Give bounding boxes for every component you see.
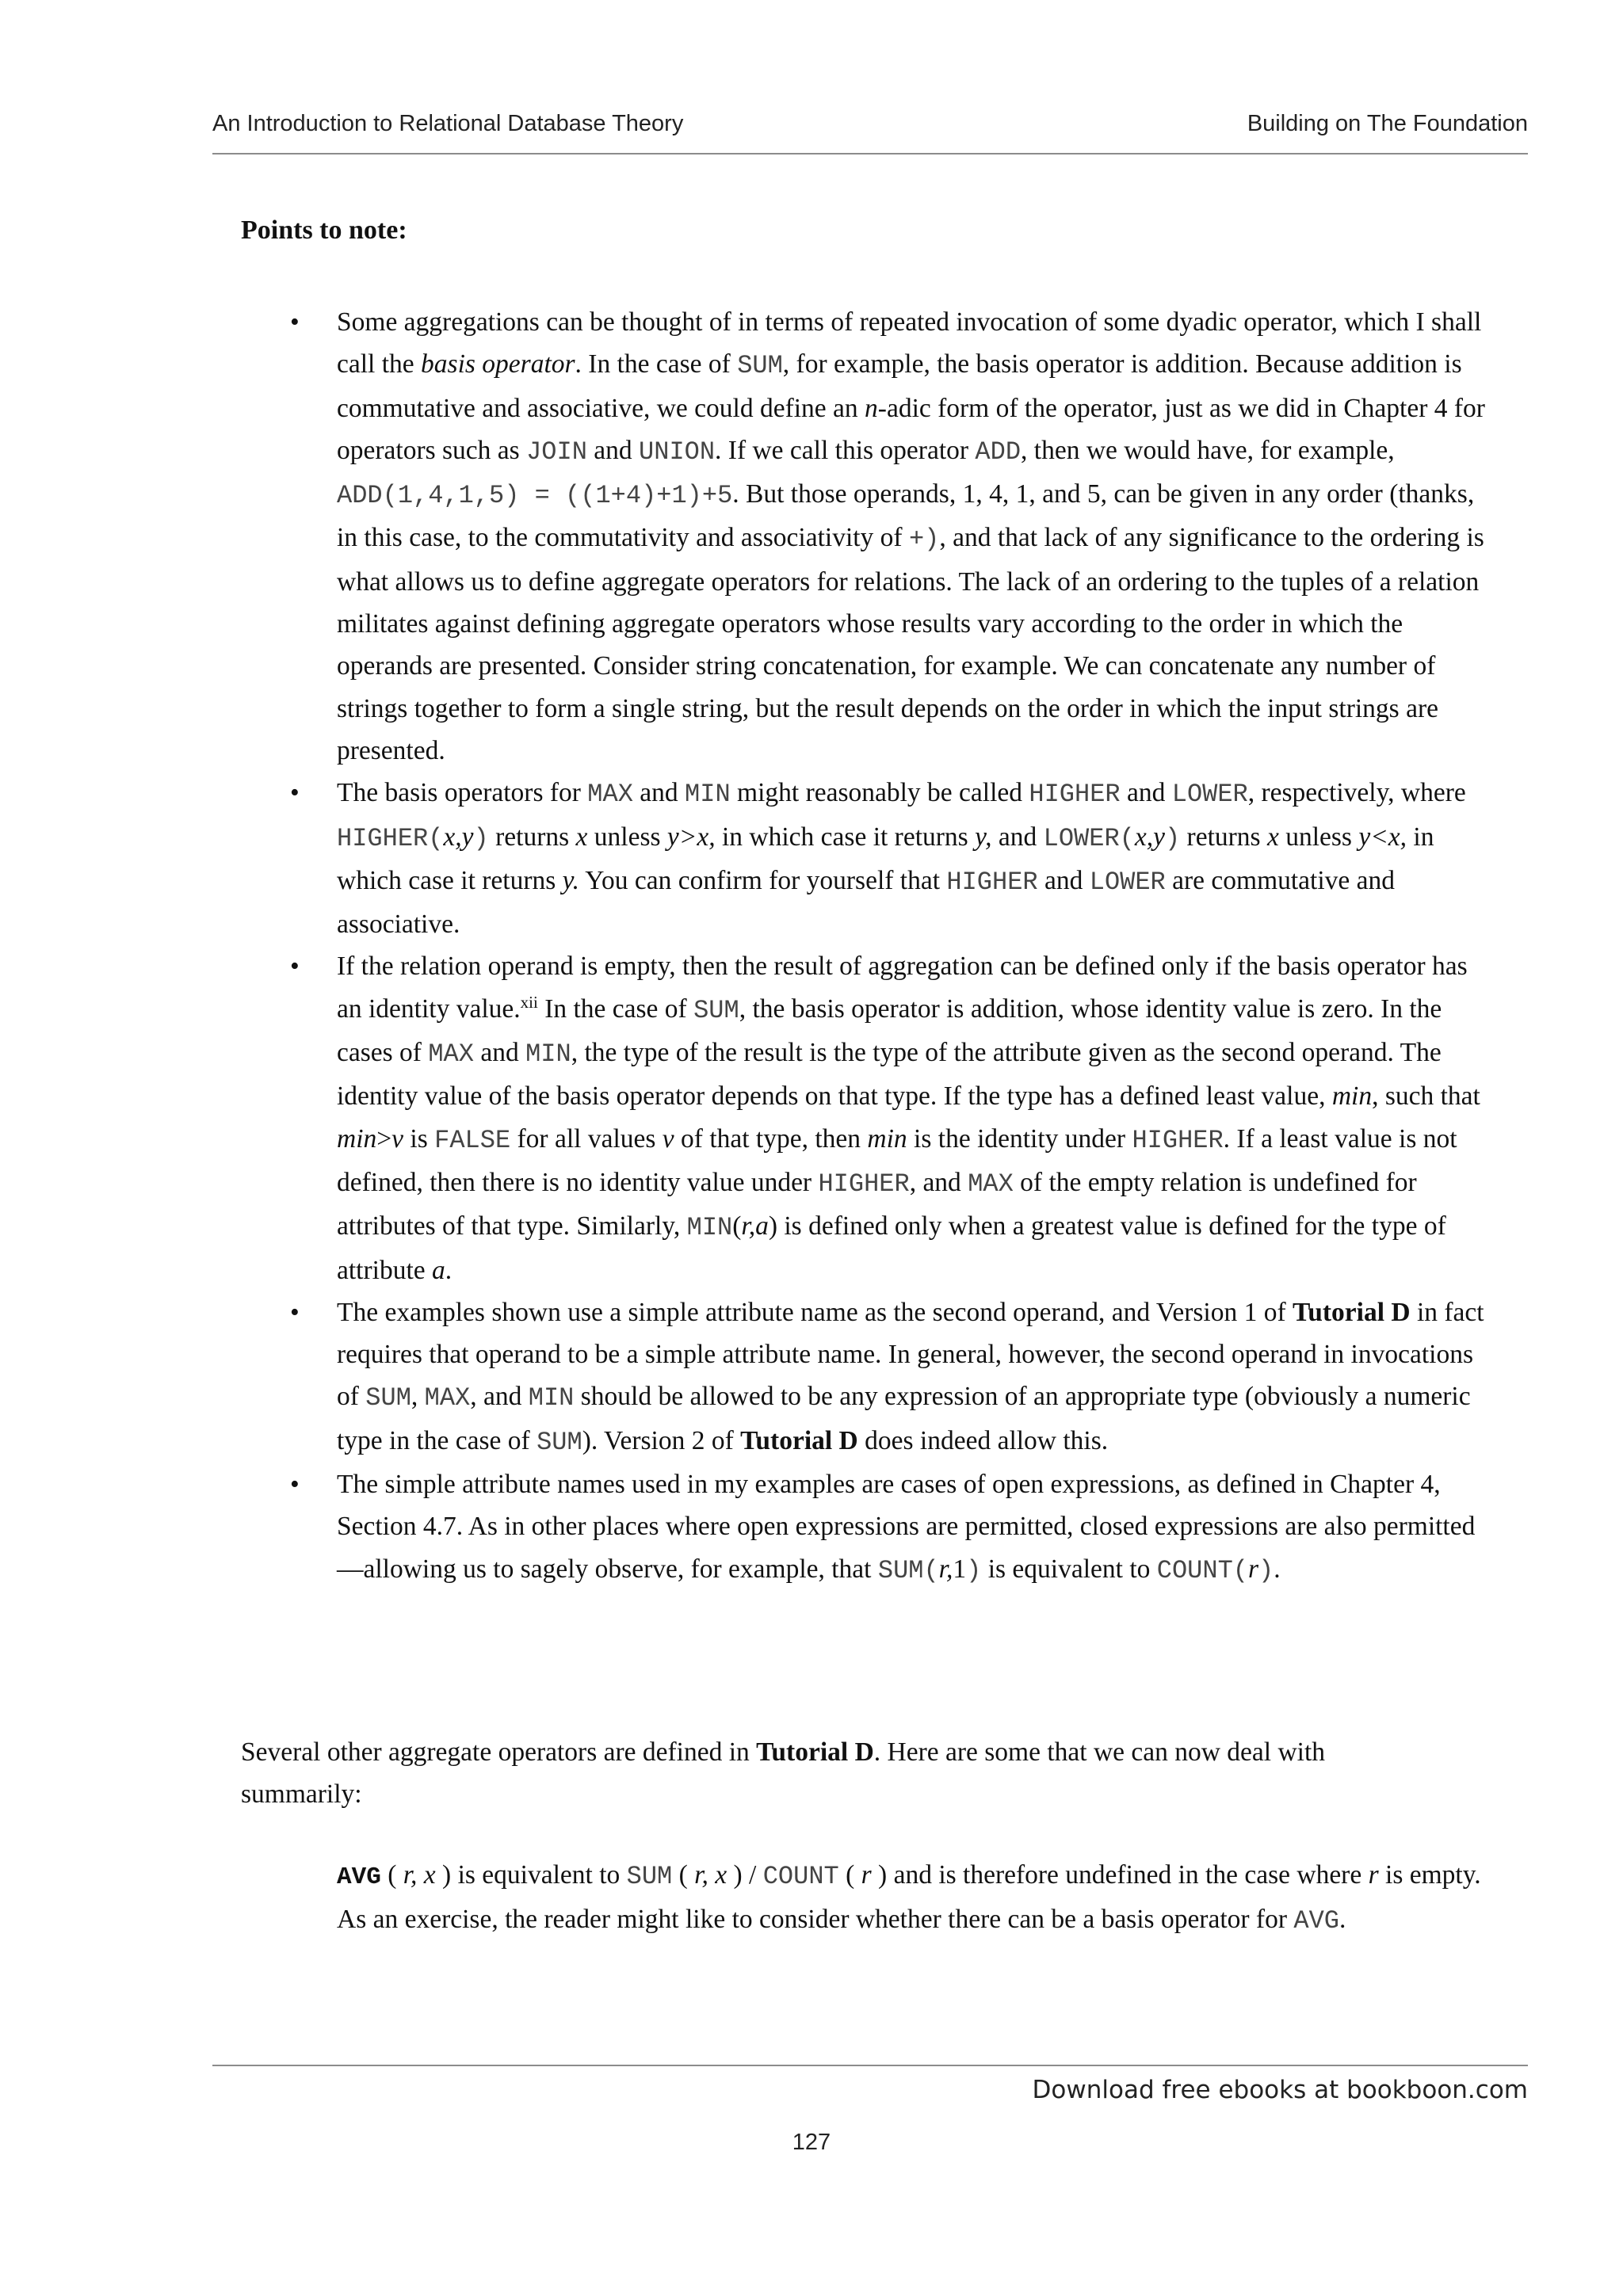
term: y. bbox=[562, 865, 580, 895]
term: v bbox=[391, 1123, 404, 1154]
code: SUM bbox=[693, 995, 739, 1025]
text: ) / bbox=[727, 1860, 763, 1890]
code: SUM( bbox=[877, 1555, 939, 1585]
aggregate-intro-paragraph bbox=[241, 1731, 1430, 1816]
code: SUM bbox=[626, 1862, 673, 1891]
term: r, bbox=[938, 1554, 953, 1584]
term: min bbox=[1331, 1081, 1373, 1112]
text: of that type, then bbox=[674, 1123, 868, 1154]
text: , and bbox=[909, 1167, 968, 1197]
text: , then we would have, for example, bbox=[1021, 435, 1395, 465]
term: x bbox=[1266, 822, 1279, 852]
text: , and that lack of any significance to the ordering is what allows us to define aggregate operators for relations. The lack of an ordering to the tuples of a relation militates against defining aggregate operators whose results vary according to the order in which the operands are presented. Consider string concatenation, for example. We can concatenate any number of strings together to form a single string, but the result depends on the order in which the input strings are presented. bbox=[337, 523, 1484, 765]
bullet-icon: • bbox=[290, 1470, 300, 1500]
text: in which case it returns bbox=[337, 822, 1434, 895]
text: . If we call this operator bbox=[715, 435, 976, 465]
code: MIN bbox=[686, 1213, 733, 1243]
term: a bbox=[432, 1255, 445, 1285]
text: are commutative and associative. bbox=[337, 865, 1396, 940]
code: ) bbox=[1164, 823, 1181, 853]
text: , the type of the result is the type of the attribute given as the second operand. The identity value of the basis operator depends on that type. If the type has a defined least value, bbox=[337, 1038, 1442, 1112]
code: ADD bbox=[975, 437, 1022, 467]
code: AVG bbox=[1293, 1906, 1339, 1936]
text: . bbox=[1274, 1554, 1281, 1584]
text: in which case it returns bbox=[715, 822, 976, 852]
term: r, x bbox=[694, 1860, 727, 1890]
code: SUM bbox=[537, 1427, 582, 1457]
code: MIN bbox=[685, 780, 731, 810]
list-item bbox=[241, 1291, 1485, 1463]
text: ) and is therefore undefined in the case where bbox=[871, 1860, 1369, 1890]
points-list bbox=[241, 301, 1485, 1592]
running-header-title: An Introduction to Relational Database Theory bbox=[212, 111, 684, 136]
term: r, x bbox=[403, 1860, 436, 1890]
list-item bbox=[241, 1463, 1485, 1592]
code: COUNT bbox=[762, 1862, 839, 1891]
code: LOWER( bbox=[1043, 823, 1135, 853]
code: ADD(1,4,1,5) = ((1+4)+1)+5 bbox=[337, 481, 733, 511]
text: . If a least value is not defined, then there is no identity value under bbox=[337, 1123, 1457, 1197]
text: . Here are some that we can now deal with summarily: bbox=[241, 1737, 1326, 1810]
term: min bbox=[867, 1123, 907, 1154]
text: ) is equivalent to bbox=[435, 1860, 627, 1890]
code: +) bbox=[908, 524, 940, 555]
text: The examples shown use a simple attribute name as the second operand, and Version 1 of bbox=[337, 1297, 1293, 1327]
term: r,a bbox=[741, 1211, 769, 1241]
text: > bbox=[376, 1123, 392, 1154]
term: basis operator bbox=[421, 349, 575, 379]
list-item bbox=[241, 301, 1485, 772]
text: . But those operands, 1, 4, 1, and 5, can be given in any order (thanks, in this case, to the commutativity and associativity of bbox=[337, 479, 1475, 553]
text: and bbox=[1120, 778, 1172, 808]
text: The basis operators for bbox=[337, 778, 588, 808]
bullet-icon: • bbox=[290, 778, 300, 808]
code: SUM bbox=[737, 351, 783, 381]
language-name: Tutorial D bbox=[740, 1425, 858, 1455]
code: ) bbox=[1258, 1555, 1274, 1585]
text: is bbox=[403, 1123, 435, 1154]
text: is the identity under bbox=[907, 1123, 1132, 1154]
text: ) is defined only when a greatest value is defined for the type of attribute bbox=[337, 1211, 1446, 1285]
text: and bbox=[473, 1038, 526, 1068]
text: If the relation operand is empty, then the result of aggregation can be defined only if the basis operator has an identity value. bbox=[337, 952, 1468, 1024]
code: MIN bbox=[528, 1383, 575, 1413]
text: , the basis operator is addition, whose identity value is zero. In the cases of bbox=[337, 994, 1442, 1068]
term: y<x, bbox=[1358, 822, 1407, 852]
code: HIGHER( bbox=[337, 823, 444, 853]
term: r bbox=[1247, 1554, 1259, 1584]
text: in fact requires that operand to be a simple attribute name. In general, however, the second operand in invocations of bbox=[337, 1297, 1484, 1412]
code: JOIN bbox=[526, 437, 587, 467]
running-header-chapter: Building on The Foundation bbox=[1247, 111, 1528, 136]
code: UNION bbox=[639, 437, 716, 467]
text: should be allowed to be any expression of an appropriate type (obviously a numeric type in the case of bbox=[337, 1382, 1471, 1455]
text: , such that bbox=[1372, 1081, 1480, 1112]
term: y>x, bbox=[666, 822, 716, 852]
code: MIN bbox=[525, 1039, 571, 1070]
text: does indeed allow this. bbox=[857, 1425, 1109, 1455]
code: HIGHER bbox=[1132, 1125, 1224, 1155]
text: for all values bbox=[510, 1123, 663, 1154]
code: SUM bbox=[365, 1383, 411, 1413]
text: and bbox=[1037, 865, 1090, 895]
code: MAX bbox=[587, 780, 633, 810]
code: FALSE bbox=[434, 1125, 511, 1155]
code: COUNT( bbox=[1156, 1555, 1248, 1585]
text: 1 bbox=[953, 1554, 967, 1584]
code: ) bbox=[473, 823, 489, 853]
operator-keyword: AVG bbox=[337, 1863, 381, 1891]
code: LOWER bbox=[1171, 780, 1248, 810]
text: unless bbox=[587, 822, 667, 852]
code: MAX bbox=[968, 1169, 1014, 1199]
text: returns bbox=[488, 822, 576, 852]
header-divider bbox=[212, 153, 1528, 154]
text: Some aggregations can be thought of in terms of repeated invocation of some dyadic operator, which I shall call the bbox=[337, 307, 1482, 379]
term: r bbox=[1368, 1860, 1379, 1890]
text: , bbox=[411, 1382, 425, 1412]
text: and bbox=[586, 435, 640, 465]
code: MAX bbox=[428, 1039, 474, 1070]
text: ( bbox=[732, 1211, 742, 1241]
text: is equivalent to bbox=[981, 1554, 1157, 1584]
text: unless bbox=[1278, 822, 1359, 852]
text: . In the case of bbox=[575, 349, 738, 379]
text: , for example, the basis operator is addition. Because addition is commutative and associative, we could define an bbox=[337, 349, 1462, 423]
text: and bbox=[991, 822, 1044, 852]
text: ( bbox=[838, 1860, 861, 1890]
text: The simple attribute names used in my examples are cases of open expressions, as defined in Chapter 4, Section 4.7. As in other places where open expressions are permitted, closed expressions are also permitted—allowing us to sagely observe, for example, that bbox=[337, 1470, 1476, 1584]
section-heading: Points to note: bbox=[241, 215, 407, 245]
term: x bbox=[575, 822, 588, 852]
code: HIGHER bbox=[946, 867, 1038, 897]
text: You can confirm for yourself that bbox=[579, 865, 947, 895]
language-name: Tutorial D bbox=[1292, 1297, 1411, 1327]
text: ( bbox=[672, 1860, 695, 1890]
list-item bbox=[241, 772, 1485, 945]
text: , respectively, where bbox=[1247, 778, 1466, 808]
term: x,y bbox=[1134, 822, 1165, 852]
bullet-icon: • bbox=[290, 307, 300, 337]
text: might reasonably be called bbox=[730, 778, 1029, 808]
text: . bbox=[1338, 1905, 1346, 1935]
text: In the case of bbox=[537, 994, 694, 1024]
text: ). Version 2 of bbox=[582, 1425, 741, 1455]
footer-download-link[interactable]: Download free ebooks at bookboon.com bbox=[1032, 2076, 1528, 2104]
text: -adic form of the operator, just as we did in Chapter 4 for operators such as bbox=[337, 393, 1485, 465]
page-number: 127 bbox=[792, 2130, 831, 2155]
text: Several other aggregate operators are defined in bbox=[241, 1737, 757, 1767]
list-item bbox=[241, 945, 1485, 1291]
term: v bbox=[662, 1123, 674, 1154]
code: ) bbox=[966, 1555, 982, 1585]
code: HIGHER bbox=[1029, 780, 1121, 810]
text: of the empty relation is undefined for attributes of that type. Similarly, bbox=[337, 1167, 1417, 1241]
text: and bbox=[632, 778, 685, 808]
term: r bbox=[861, 1860, 872, 1890]
avg-definition bbox=[337, 1854, 1486, 1943]
code: LOWER bbox=[1089, 867, 1166, 897]
endnote-marker: xii bbox=[520, 992, 538, 1012]
code: MAX bbox=[424, 1383, 471, 1413]
text: returns bbox=[1180, 822, 1267, 852]
term: x,y bbox=[443, 822, 474, 852]
term: y, bbox=[975, 822, 992, 852]
footer-divider bbox=[212, 2065, 1528, 2066]
bullet-icon: • bbox=[290, 1297, 300, 1327]
language-name: Tutorial D bbox=[756, 1737, 874, 1767]
term: n bbox=[865, 393, 878, 423]
term: min bbox=[337, 1123, 377, 1154]
text: , and bbox=[470, 1382, 529, 1412]
code: HIGHER bbox=[818, 1169, 910, 1199]
bullet-icon: • bbox=[290, 952, 300, 982]
text: ( bbox=[380, 1860, 403, 1890]
text: . bbox=[445, 1255, 453, 1285]
text: is empty. As an exercise, the reader might like to consider whether there can be a basis operator for bbox=[337, 1860, 1481, 1935]
